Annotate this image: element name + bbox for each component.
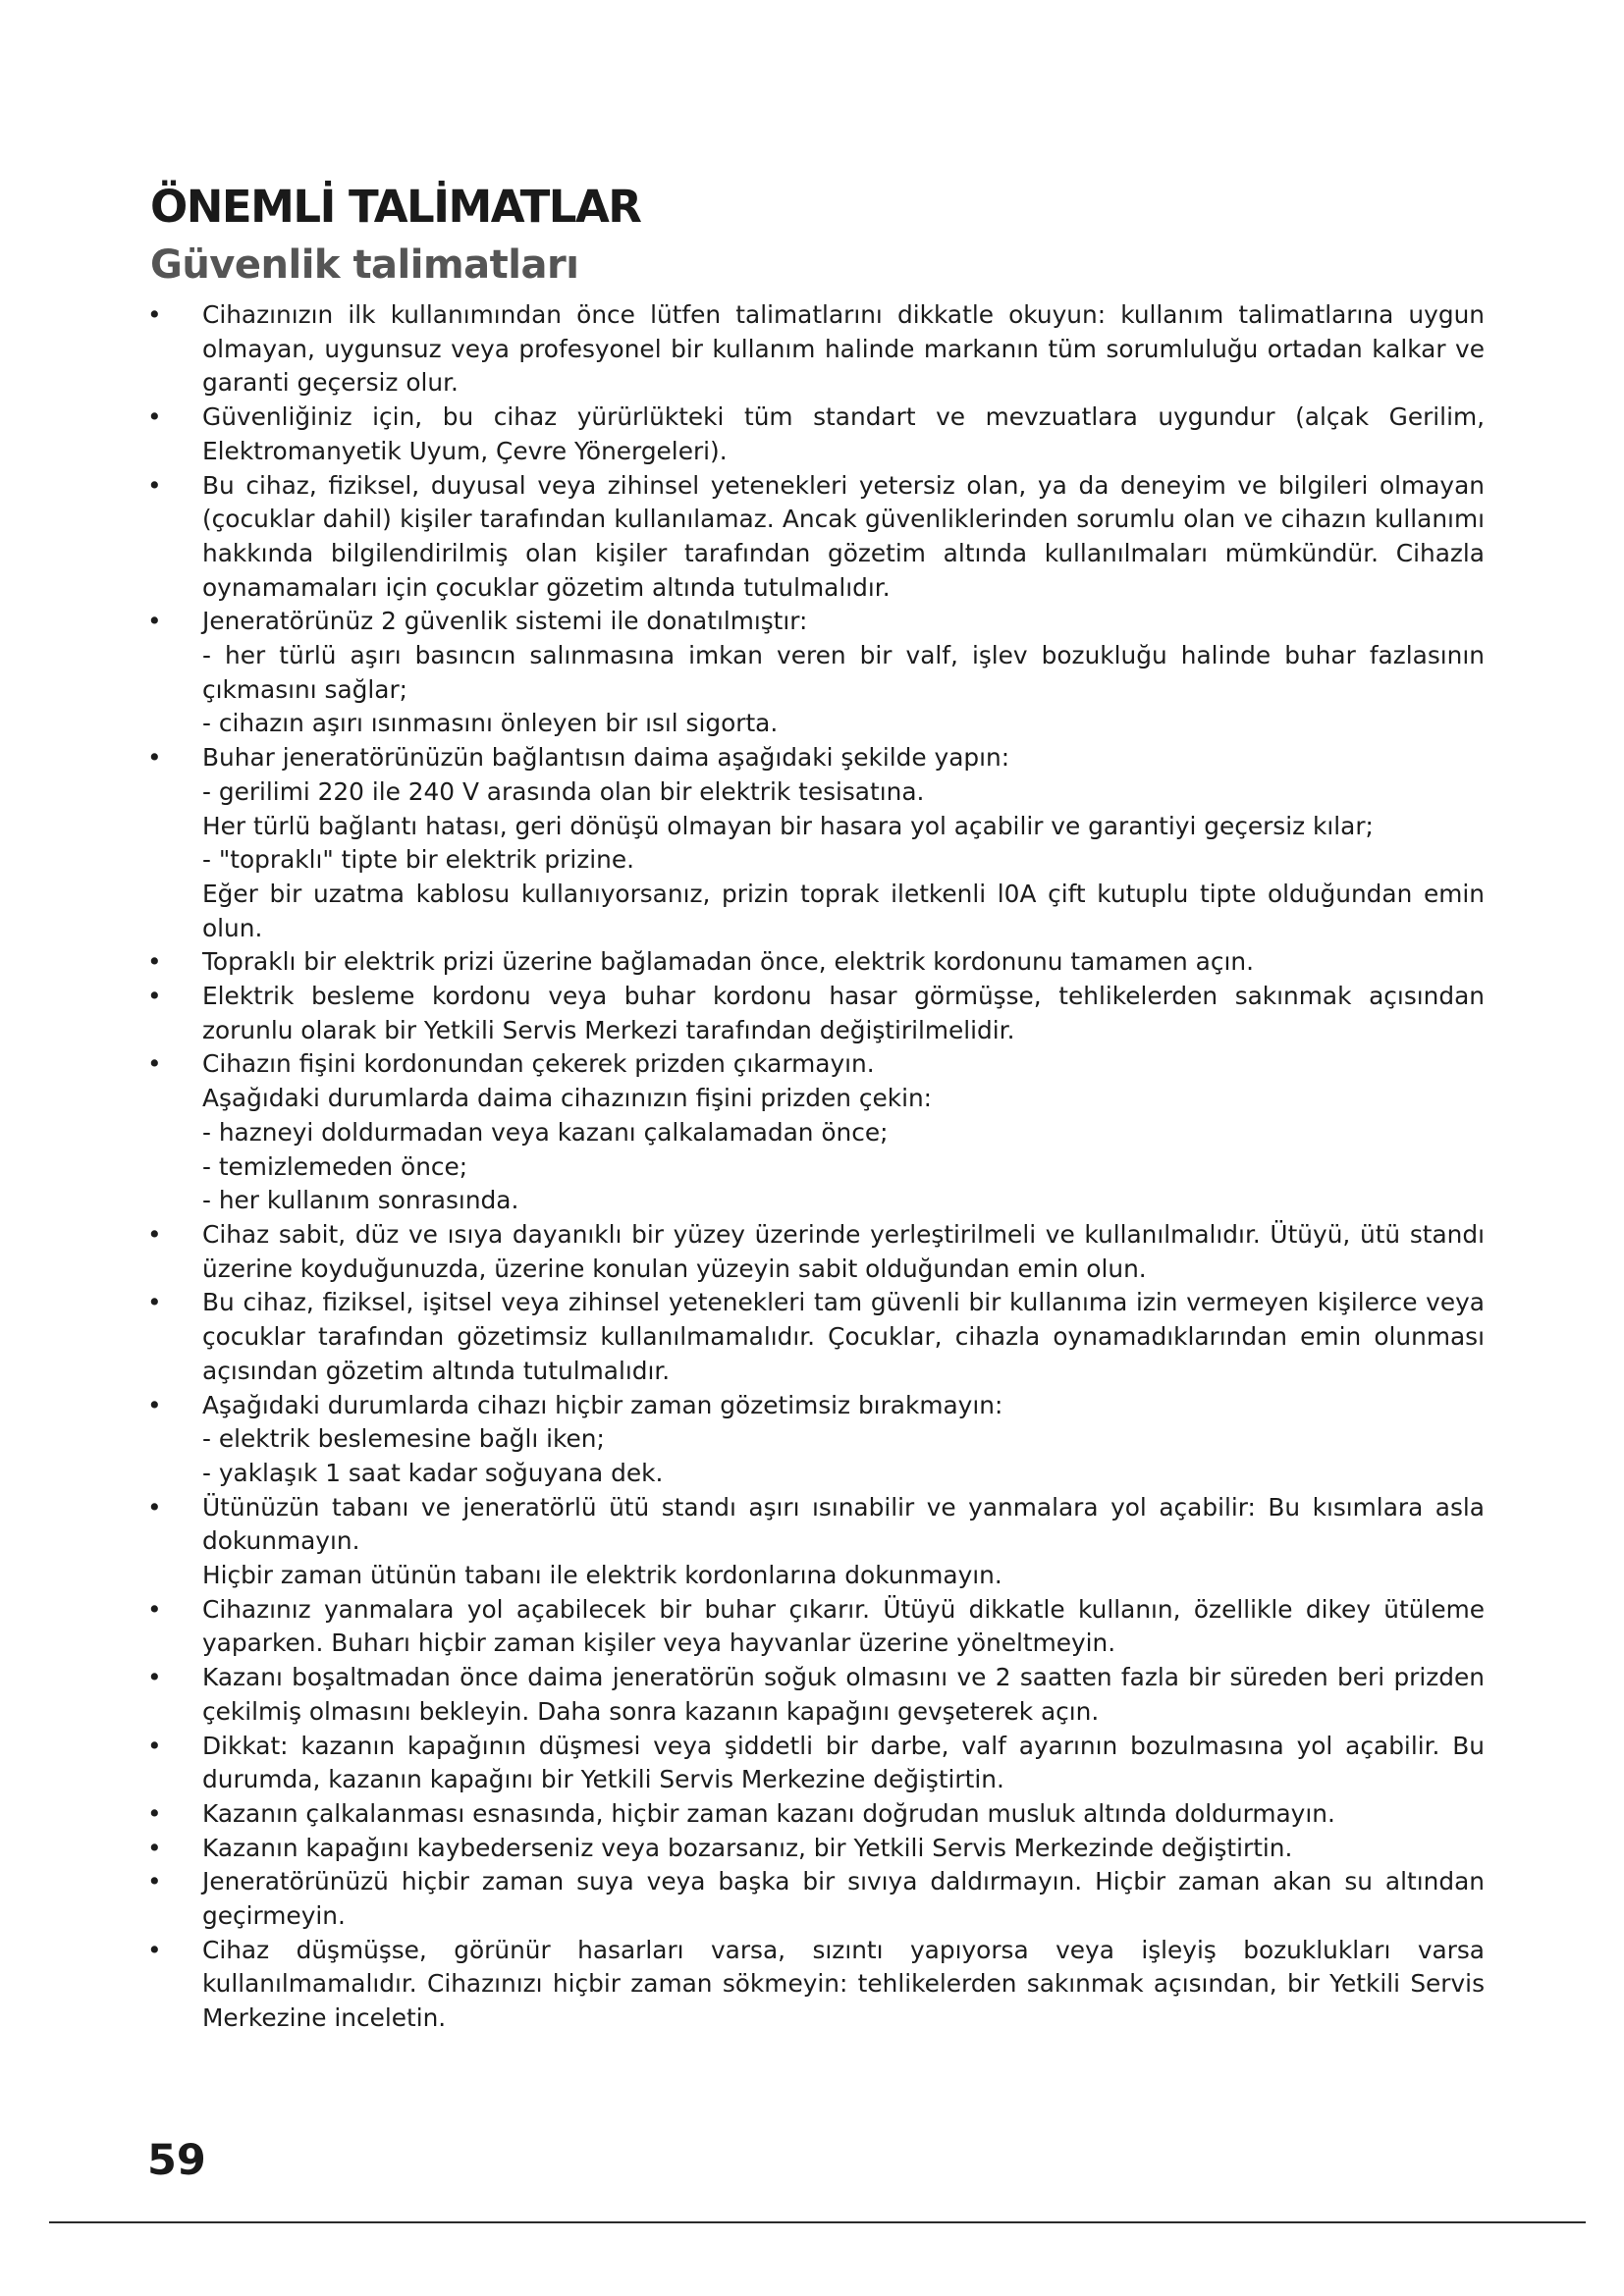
list-item-text: Dikkat: kazanın kapağının düşmesi veya şiddetli bir darbe, valf ayarının bozulmasına yol açabilir. Bu durumda, kazanın kapağını bir Yetkili Servis Merkezine değiştirtin. — [202, 1731, 1485, 1794]
list-item-text: Cihazınızın ilk kullanımından önce lütfen talimatlarını dikkatle okuyun: kullanım talimatlarına uygun olmayan, uygunsuz veya profesyonel bir kullanım halinde markanın tüm sorumluluğu ortadan kalkar ve garanti geçersiz olur. — [202, 300, 1485, 398]
list-item — [135, 1047, 1485, 1218]
bullet-icon: • — [147, 470, 162, 500]
page-number: 59 — [147, 2136, 206, 2185]
footer-divider — [49, 2221, 1586, 2223]
bullet-icon: • — [147, 300, 162, 329]
list-item-text: Bu cihaz, fiziksel, duyusal veya zihinsel yetenekleri yetersiz olan, ya da deneyim ve bilgileri olmayan (çocuklar dahil) kişiler tarafından kullanılamaz. Ancak güvenliklerinden sorumlu olan ve cihazın kullanımı hakkında bilgilendirilmiş olan kişiler tarafından gözetim altında kullanılmaları mümkündür. Cihazla oynamamaları için çocuklar gözetim altında tutulmalıdır. — [202, 470, 1485, 602]
list-item-text: Elektrik besleme kordonu veya buhar kordonu hasar görmüşse, tehlikelerden sakınmak açısından zorunlu olarak bir Yetkili Servis Merkezi tarafından değiştirilmelidir. — [202, 982, 1485, 1044]
list-item-subline: - her türlü aşırı basıncın salınmasına imkan veren bir valf, işlev bozukluğu halinde buhar fazlasının çıkmasını sağlar; — [202, 641, 1485, 704]
bullet-icon: • — [147, 982, 162, 1011]
list-item-subline: - temizlemeden önce; — [202, 1151, 468, 1181]
list-item-subline: Hiçbir zaman ütünün tabanı ile elektrik kordonlarına dokunmayın. — [202, 1561, 1002, 1590]
bullet-icon: • — [147, 1492, 162, 1522]
bullet-icon: • — [147, 402, 162, 432]
bullet-icon: • — [147, 1833, 162, 1862]
list-item — [135, 469, 1485, 606]
bullet-icon: • — [147, 1390, 162, 1419]
list-item-subline: Eğer bir uzatma kablosu kullanıyorsanız, prizin toprak iletkenli l0A çift kutuplu tipte olduğundan emin olun. — [202, 879, 1485, 942]
list-item-text: Ütünüzün tabanı ve jeneratörlü ütü standı aşırı ısınabilir ve yanmalara yol açabilir: Bu kısımlara asla dokunmayın. — [202, 1492, 1485, 1556]
bullet-icon: • — [147, 1663, 162, 1692]
list-item — [135, 741, 1485, 945]
bullet-icon: • — [147, 947, 162, 977]
list-item-text: Kazanı boşaltmadan önce daima jeneratörün soğuk olmasını ve 2 saatten fazla bir süreden beri prizden çekilmiş olmasını bekleyin. Daha sonra kazanın kapağını gevşeterek açın. — [202, 1663, 1485, 1726]
list-item — [135, 1218, 1485, 1286]
list-item — [135, 1934, 1485, 2036]
list-item-text: Kazanın kapağını kaybederseniz veya bozarsanız, bir Yetkili Servis Merkezinde değiştirtin. — [202, 1833, 1293, 1862]
list-item-text: Jeneratörünüzü hiçbir zaman suya veya başka bir sıvıya daldırmayın. Hiçbir zaman akan su altından geçirmeyin. — [202, 1867, 1485, 1931]
list-item — [135, 1593, 1485, 1661]
list-item — [135, 1661, 1485, 1729]
bullet-icon: • — [147, 1935, 162, 1964]
list-item — [135, 1797, 1485, 1832]
list-item — [135, 1491, 1485, 1593]
bullet-icon: • — [147, 1288, 162, 1317]
bullet-icon: • — [147, 1594, 162, 1624]
list-item-text: Bu cihaz, fiziksel, işitsel veya zihinsel yetenekleri tam güvenli bir kullanıma izin vermeyen kişilerce veya çocuklar tarafından gözetimsiz kullanılmamalıdır. Çocuklar, cihazla oynamadıklarından emin olunması açısından gözetim altında tutulmalıdır. — [202, 1288, 1485, 1385]
list-item — [135, 1389, 1485, 1491]
list-item-text: Topraklı bir elektrik prizi üzerine bağlamadan önce, elektrik kordonunu tamamen açın. — [202, 947, 1254, 977]
list-item-text: Kazanın çalkalanması esnasında, hiçbir zaman kazanı doğrudan musluk altında doldurmayın. — [202, 1798, 1335, 1828]
list-item-text: Jeneratörünüz 2 güvenlik sistemi ile donatılmıştır: — [202, 607, 808, 636]
bullet-icon: • — [147, 1219, 162, 1249]
list-item-text: Güvenliğiniz için, bu cihaz yürürlükteki tüm standart ve mevzuatlara uygundur (alçak Gerilim, Elektromanyetik Uyum, Çevre Yönergeleri). — [202, 402, 1485, 465]
list-item — [135, 1832, 1485, 1866]
list-item-subline: Aşağıdaki durumlarda daima cihazınızın fişini prizden çekin: — [202, 1084, 933, 1113]
bullet-icon: • — [147, 1798, 162, 1828]
list-item-subline: - hazneyi doldurmadan veya kazanı çalkalamadan önce; — [202, 1117, 889, 1147]
bullet-icon: • — [147, 743, 162, 773]
list-item — [135, 605, 1485, 741]
bullet-icon: • — [147, 1867, 162, 1896]
list-item — [135, 980, 1485, 1047]
list-item — [135, 1730, 1485, 1797]
list-item — [135, 400, 1485, 468]
list-item-subline: - her kullanım sonrasında. — [202, 1186, 519, 1215]
list-item-subline: - "topraklı" tipte bir elektrik prizine. — [202, 845, 634, 875]
list-item-subline: Her türlü bağlantı hatası, geri dönüşü olmayan bir hasara yol açabilir ve garantiyi geçersiz kılar; — [202, 811, 1374, 840]
bullet-icon: • — [147, 607, 162, 636]
list-item-subline: - gerilimi 220 ile 240 V arasında olan bir elektrik tesisatına. — [202, 776, 925, 806]
section-title: Güvenlik talimatları — [150, 242, 579, 288]
page-title: ÖNEMLİ TALİMATLAR — [150, 181, 641, 233]
safety-instructions-list — [135, 298, 1485, 2036]
list-item — [135, 1865, 1485, 1933]
list-item — [135, 945, 1485, 980]
list-item-subline: - cihazın aşırı ısınmasını önleyen bir ısıl sigorta. — [202, 709, 779, 738]
list-item-text: Aşağıdaki durumlarda cihazı hiçbir zaman gözetimsiz bırakmayın: — [202, 1390, 1003, 1419]
list-item-text: Cihaz sabit, düz ve ısıya dayanıklı bir yüzey üzerinde yerleştirilmeli ve kullanılmalıdır. Ütüyü, ütü standı üzerine koyduğunuzda, üzerine konulan yüzeyin sabit olduğundan emin olun. — [202, 1219, 1485, 1283]
list-item-text: Cihazınız yanmalara yol açabilecek bir buhar çıkarır. Ütüyü dikkatle kullanın, özellikle dikey ütüleme yaparken. Buharı hiçbir zaman kişiler veya hayvanlar üzerine yöneltmeyin. — [202, 1594, 1485, 1658]
list-item-text: Cihaz düşmüşse, görünür hasarları varsa, sızıntı yapıyorsa veya işleyiş bozuklukları varsa kullanılmamalıdır. Cihazınızı hiçbir zaman sökmeyin: tehlikelerden sakınmak açısından, bir Yetkili Servis Merkezine inceletin. — [202, 1935, 1485, 2033]
list-item — [135, 298, 1485, 400]
bullet-icon: • — [147, 1731, 162, 1760]
bullet-icon: • — [147, 1049, 162, 1079]
list-item-subline: - yaklaşık 1 saat kadar soğuyana dek. — [202, 1458, 664, 1487]
list-item-text: Buhar jeneratörünüzün bağlantısın daima aşağıdaki şekilde yapın: — [202, 743, 1010, 773]
list-item-text: Cihazın fişini kordonundan çekerek prizden çıkarmayın. — [202, 1049, 875, 1079]
list-item — [135, 1286, 1485, 1388]
list-item-subline: - elektrik beslemesine bağlı iken; — [202, 1424, 605, 1454]
